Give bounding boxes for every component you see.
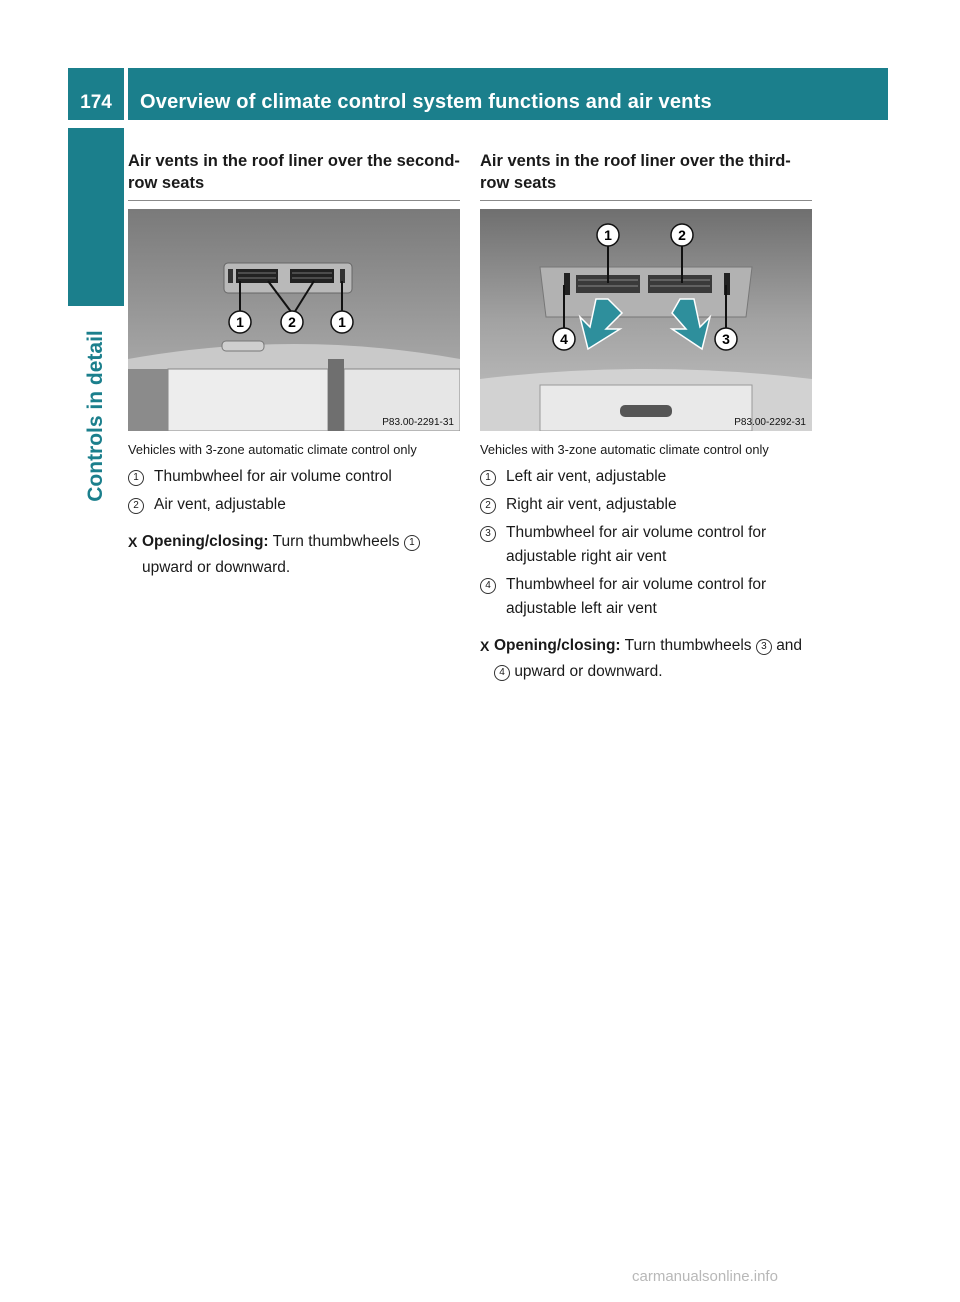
marker-icon: 1: [404, 535, 420, 551]
legend-text: Thumbwheel for air volume control for adjustable right air vent: [506, 524, 767, 565]
instruction-label: Opening/closing:: [142, 533, 269, 550]
side-tab: [68, 306, 124, 526]
instruction-label: Opening/closing:: [494, 637, 621, 654]
instruction-text: upward or downward.: [142, 559, 291, 576]
legend-text: Air vent, adjustable: [154, 496, 286, 513]
side-tab-bar: [68, 128, 124, 306]
callout-1: 1: [604, 227, 612, 243]
section-divider: [480, 200, 812, 201]
photo-code: P83.00-2291-31: [382, 417, 454, 428]
legend-item: [480, 493, 812, 517]
page-number: 174: [68, 68, 124, 120]
callout-3: 3: [722, 331, 730, 347]
instruction: [128, 529, 460, 581]
instruction-arrow-icon: X: [128, 534, 138, 550]
legend-text: Thumbwheel for air volume control: [154, 468, 392, 485]
page-title: Overview of climate control system functions and air vents: [128, 68, 888, 120]
section-divider: [128, 200, 460, 201]
marker-icon: 3: [480, 526, 496, 542]
figure-caption: Vehicles with 3-zone automatic climate control only: [480, 442, 769, 457]
photo-second-row-vents: [128, 209, 460, 431]
marker-icon: 1: [480, 470, 496, 486]
callout-1: 1: [338, 314, 346, 330]
figure-caption: Vehicles with 3-zone automatic climate control only: [128, 442, 417, 457]
instruction-text: upward or downward.: [514, 663, 663, 680]
legend-item: [128, 465, 460, 489]
section-title: Air vents in the roof liner over the third-row seats: [480, 152, 791, 192]
marker-icon: 4: [480, 578, 496, 594]
watermark: carmanualsonline.info: [632, 1268, 778, 1285]
legend-item: [480, 465, 812, 489]
instruction-text: Turn thumbwheels: [624, 637, 752, 654]
legend-item: [128, 493, 460, 517]
section-second-row: [128, 150, 460, 581]
legend-item: [480, 573, 812, 621]
instruction-arrow-icon: X: [480, 638, 490, 654]
callout-2: 2: [678, 227, 686, 243]
photo-third-row-vents: [480, 209, 812, 431]
callout-4: 4: [560, 331, 568, 347]
callout-2: 2: [288, 314, 296, 330]
instruction: [480, 633, 812, 685]
marker-icon: 1: [128, 470, 144, 486]
photo-code: P83.00-2292-31: [734, 417, 806, 428]
instruction-text: and: [776, 637, 803, 654]
marker-icon: 4: [494, 665, 510, 681]
callout-1: 1: [236, 314, 244, 330]
legend-item: [480, 521, 812, 569]
legend-text: Thumbwheel for air volume control for adjustable left air vent: [506, 576, 767, 617]
side-tab-label: Controls in detail: [84, 330, 107, 502]
instruction-text: Turn thumbwheels: [272, 533, 400, 550]
marker-icon: 2: [480, 498, 496, 514]
section-title: Air vents in the roof liner over the second-row seats: [128, 152, 460, 192]
marker-icon: 2: [128, 498, 144, 514]
marker-icon: 3: [756, 639, 772, 655]
legend-text: Right air vent, adjustable: [506, 496, 677, 513]
section-third-row: [480, 150, 812, 685]
legend-text: Left air vent, adjustable: [506, 468, 667, 485]
